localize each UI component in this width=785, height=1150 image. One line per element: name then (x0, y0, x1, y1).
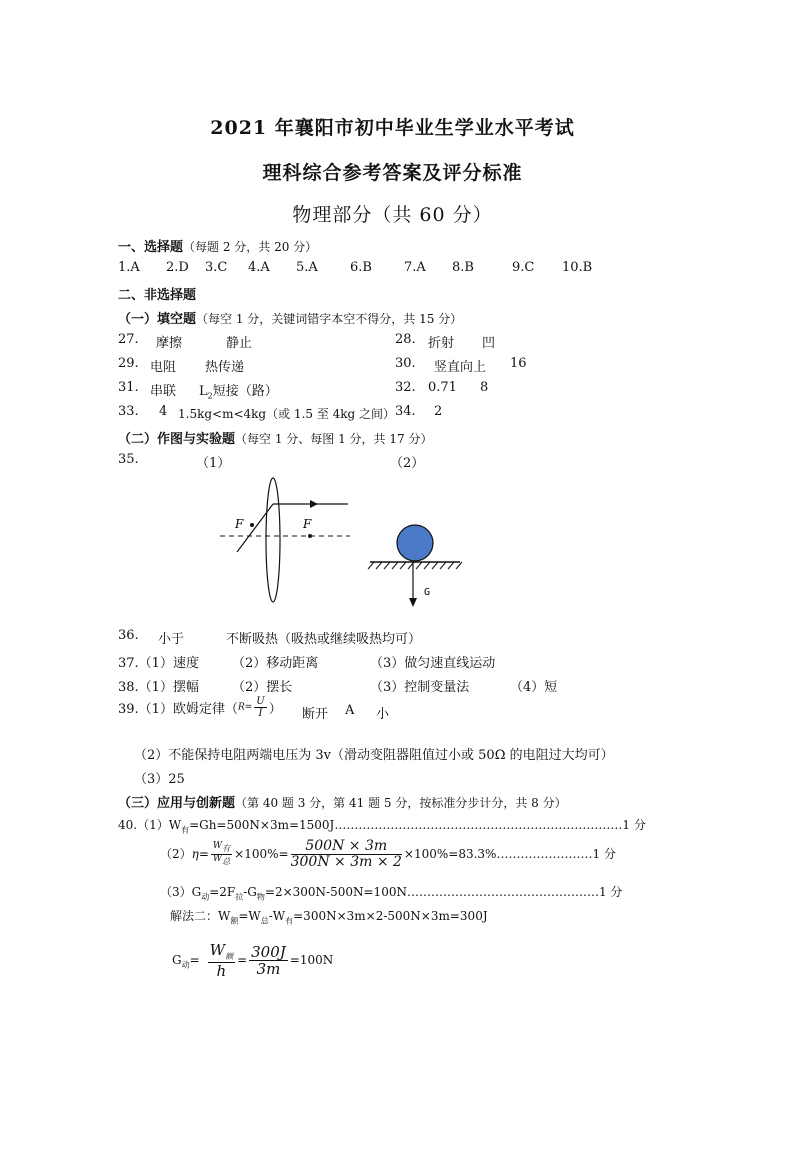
application-heading: （三）应用与创新题 (118, 796, 236, 811)
lens-diagram (215, 470, 360, 610)
q30-answer-b: 16 (510, 356, 527, 371)
q34-num: 34. (395, 404, 416, 419)
q39-answer-d: 小 (376, 707, 390, 722)
q28-answer-a: 折射 (428, 336, 455, 351)
q35-num: 35. (118, 452, 139, 467)
q31-answer-b: $L_2$短接（路） (199, 384, 278, 401)
q40-line4: 解法二：$W_额=W_总-W_有=300N\times 3m\times 2-500N\times 3m=300J$ (170, 909, 488, 926)
q33-answer-a: 4 (159, 404, 168, 419)
q32-answer-b: 8 (480, 380, 489, 395)
exam-subtitle: 理科综合参考答案及评分标准 (262, 162, 523, 184)
q34-answer-a: 2 (434, 404, 443, 419)
q38-answer-c: （3）控制变量法 (370, 680, 470, 695)
answer-3: 3.C (205, 260, 228, 275)
q40-line2: （2）η= $\frac{W_有}{W_总}$ ×100%= $\frac{500N \times 3m}{300N \times 3m \times 2}$ ×100%=83.3%……………………1 分 (160, 837, 616, 870)
focal-point-left (250, 523, 254, 527)
q36-answer-a: 小于 (158, 632, 185, 647)
ball-diagram (365, 510, 465, 610)
q37-answer-b: （2）移动距离 (232, 656, 319, 671)
q38-answer-a: 38.（1）摆幅 (118, 680, 199, 695)
exam-title: 2021 年襄阳市初中毕业生学业水平考试 (210, 117, 575, 139)
gravity-arrow-icon (409, 598, 417, 607)
q35-part2-label: （2） (390, 456, 425, 471)
q39-line2: （2）不能保持电阻两端电压为 3v（滑动变阻器阻值过小或 50Ω 的电阻过大均可） (134, 748, 614, 763)
focal-label-left: F (235, 517, 244, 531)
answer-9: 9.C (512, 260, 535, 275)
section-title: 物理部分（共 60 分） (292, 204, 493, 226)
ball (397, 525, 433, 561)
q32-num: 32. (395, 380, 416, 395)
answer-8: 8.B (452, 260, 474, 275)
answer-5: 5.A (296, 260, 318, 275)
answer-4: 4.A (248, 260, 270, 275)
fill-heading: （一）填空题 (118, 312, 197, 327)
q37-answer-a: 37.（1）速度 (118, 656, 199, 671)
answer-6: 6.B (350, 260, 372, 275)
answer-7: 7.A (404, 260, 426, 275)
q27-num: 27. (118, 332, 139, 347)
q35-part1-label: （1） (196, 456, 231, 471)
answer-1: 1.A (118, 260, 140, 275)
q30-num: 30. (395, 356, 416, 371)
part1-heading-row (118, 236, 317, 255)
q38-answer-b: （2）摆长 (232, 680, 293, 695)
application-heading-row (118, 792, 567, 811)
answer-10: 10.B (562, 260, 593, 275)
q38-answer-d: （4）短 (510, 680, 558, 695)
q40-line5: $G_动=$ $\frac{W_额}{h}$ = $\frac{300J}{3m}$ =100N (172, 940, 334, 980)
focal-point-right (308, 534, 312, 538)
answer-2: 2.D (166, 260, 189, 275)
q40-line3: $(3)G_动=2F_拉-G_物=2\times 300N-500N=100N\dots\dots\dots\dots\dots\dots\dots\dots\dots\dots\dots\dots\dots\dots\dots\dots 1$ 分 (160, 885, 623, 902)
q29-answer-a: 电阻 (150, 360, 177, 375)
q36-num: 36. (118, 628, 139, 643)
gravity-label: G (424, 587, 431, 598)
q39-line1: 39.（1）欧姆定律（R= $\frac{U}{I}$ ） (118, 696, 282, 719)
fill-note: （每空 1 分，关键词错字本空不得分，共 15 分） (196, 312, 463, 326)
q29-num: 29. (118, 356, 139, 371)
q39-line3: （3）25 (134, 772, 185, 787)
q31-num: 31. (118, 380, 139, 395)
q33-num: 33. (118, 404, 139, 419)
ray-arrow-icon (310, 500, 318, 508)
part2-heading: 二、非选择题 (118, 288, 197, 303)
convex-lens (266, 478, 280, 602)
q28-num: 28. (395, 332, 416, 347)
q37-answer-c: （3）做匀速直线运动 (370, 656, 496, 671)
experiment-note: （每空 1 分、每图 1 分，共 17 分） (235, 432, 433, 446)
q39-answer-c: A (345, 703, 355, 718)
ground-hatching (368, 562, 462, 569)
q39-answer-b: 断开 (302, 707, 329, 722)
q33-answer-b: 1.5kg<m<4kg（或 1.5 至 4kg 之间） (178, 407, 396, 421)
experiment-heading: （二）作图与实验题 (118, 432, 236, 447)
application-note: （第 40 题 3 分，第 41 题 5 分，按标准分步计分，共 8 分） (235, 796, 567, 810)
q27-answer-a: 摩擦 (156, 336, 183, 351)
q36-answer-b: 不断吸热（吸热或继续吸热均可） (226, 632, 422, 647)
part1-heading: 一、选择题 (118, 240, 184, 255)
q32-answer-a: 0.71 (428, 380, 457, 395)
part1-note: （每题 2 分，共 20 分） (183, 240, 318, 254)
q29-answer-b: 热传递 (205, 360, 245, 375)
q27-answer-b: 静止 (226, 336, 253, 351)
q40-line1: $40.(1)W_有=Gh=500N\times 3m=1500J\dots\dots\dots\dots\dots\dots\dots\dots\dots\dots\dots\dots\dots\dots\dots\dots\dots\dots\dots\dots\dots\dots\dots\dots 1$ 分 (118, 818, 646, 835)
q28-answer-b: 凹 (482, 336, 496, 351)
fill-heading-row (118, 308, 462, 327)
q31-answer-a: 串联 (150, 384, 177, 399)
q30-answer-a: 竖直向上 (434, 360, 487, 375)
focal-label-right: F (303, 517, 312, 531)
experiment-heading-row (118, 428, 432, 447)
